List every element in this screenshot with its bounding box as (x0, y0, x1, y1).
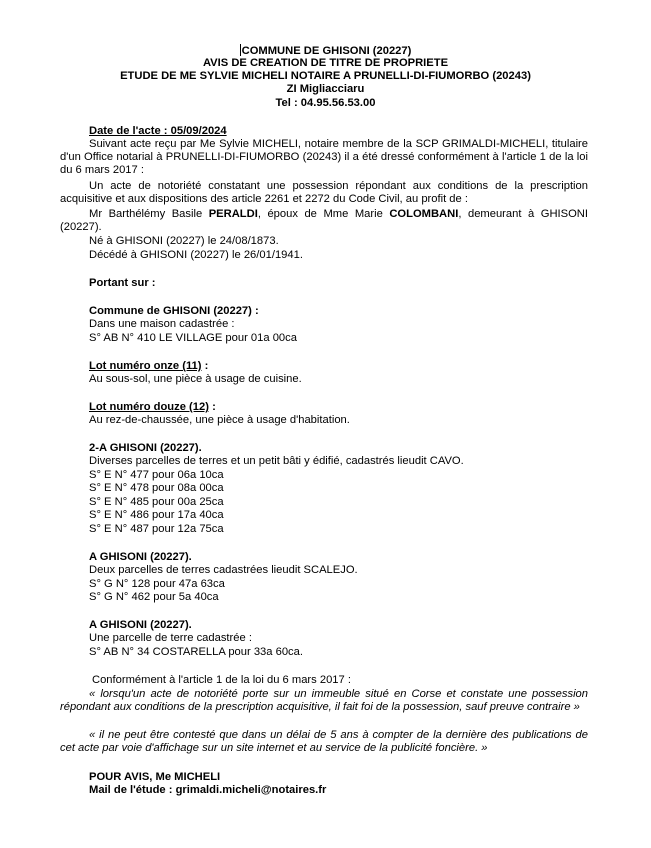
section-costarella-parcel: S° AB N° 34 COSTARELLA pour 33a 60ca. (89, 646, 303, 658)
section-2a-title: 2-A GHISONI (20227). (89, 442, 202, 454)
beneficiary-surname: PERALDI (208, 208, 258, 220)
lot-11-title (89, 360, 208, 373)
act-died: Décédé à GHISONI (20227) le 26/01/1941. (89, 249, 303, 261)
header-avis: AVIS DE CREATION DE TITRE DE PROPRIETE (202, 57, 449, 69)
section-costarella-title: A GHISONI (20227). (89, 619, 192, 631)
quote-1: « lorsqu'un acte de notoriété porte sur un immeuble situé en Corse et constate une possession répondant aux conditions de la prescription acquisitive, il fait foi de la possession, sauf preuve contraire » (60, 688, 588, 713)
act-intro-1: Suivant acte reçu par Me Sylvie MICHELI, notaire membre de la SCP GRIMALDI-MICHELI, titulaire d'un Office notarial à PRUNELLI-DI-FIUMORBO (20243) il a été dressé conformément à l'article 1 de la loi du 6 mars 2017 : (60, 138, 588, 176)
quote-2: « il ne peut être contesté que dans un délai de 5 ans à compter de la dernière des publications de cet acte par voie d'affichage sur un site internet et au service de la publicité foncière. » (60, 729, 588, 754)
lot-12-desc: Au rez-de-chaussée, une pièce à usage d'habitation. (89, 414, 350, 426)
text-cursor (240, 44, 241, 56)
parcel-line: S° E N° 487 pour 12a 75ca (89, 523, 224, 535)
parcel-line: S° E N° 485 pour 00a 25ca (89, 496, 224, 508)
header-address: ZI Migliacciaru (286, 83, 365, 95)
act-beneficiary (60, 208, 588, 234)
lot-12-title-text: Lot numéro douze (12) (89, 401, 209, 413)
parcel-line: S° E N° 477 pour 06a 10ca (89, 469, 224, 481)
spouse-surname: COLOMBANI (389, 208, 459, 220)
lot-11-title-text: Lot numéro onze (11) (89, 360, 202, 372)
conformement-line: Conformément à l'article 1 de la loi du 6 mars 2017 : (92, 674, 351, 686)
commune-desc: Dans une maison cadastrée : (89, 318, 235, 330)
section-scalejo-desc: Deux parcelles de terres cadastrées lieudit SCALEJO. (89, 564, 358, 576)
pour-avis: POUR AVIS, Me MICHELI (89, 771, 221, 783)
parcel-line: S° E N° 478 pour 08a 00ca (89, 482, 224, 494)
beneficiary-prefix: Mr Barthélémy Basile (89, 208, 209, 220)
commune-parcel: S° AB N° 410 LE VILLAGE pour 01a 00ca (89, 332, 297, 344)
section-2a-desc: Diverses parcelles de terres et un petit bâti y édifié, cadastrés lieudit CAVO. (89, 455, 464, 467)
parcel-line: S° G N° 128 pour 47a 63ca (89, 578, 225, 590)
lot-11-desc: Au sous-sol, une pièce à usage de cuisine. (89, 373, 302, 385)
lot-12-colon: : (208, 401, 216, 413)
header-commune-text: COMMUNE DE GHISONI (20227) (241, 45, 412, 57)
lot-11-colon: : (201, 360, 209, 372)
section-scalejo-title: A GHISONI (20227). (89, 551, 192, 563)
section-costarella-desc: Une parcelle de terre cadastrée : (89, 632, 252, 644)
header-phone: Tel : 04.95.56.53.00 (275, 97, 376, 109)
parcel-line: S° E N° 486 pour 17a 40ca (89, 509, 224, 521)
act-date: Date de l'acte : 05/09/2024 (89, 125, 227, 137)
header-etude: ETUDE DE ME SYLVIE MICHELI NOTAIRE A PRUNELLI-DI-FIUMORBO (20243) (120, 70, 531, 82)
act-born: Né à GHISONI (20227) le 24/08/1873. (89, 235, 279, 247)
parcel-line: S° G N° 462 pour 5a 40ca (89, 591, 219, 603)
act-intro-2: Un acte de notoriété constatant une possession répondant aux conditions de la prescription acquisitive et aux dispositions des article 2261 et 2272 du Code Civil, au profit de : (60, 180, 588, 205)
portant-sur: Portant sur : (89, 277, 156, 289)
commune-title: Commune de GHISONI (20227) : (89, 305, 259, 317)
header-commune (0, 44, 651, 58)
beneficiary-mid: , époux de Mme Marie (257, 208, 390, 220)
lot-12-title (89, 401, 216, 414)
mail-etude: Mail de l'étude : grimaldi.micheli@notaires.fr (89, 784, 327, 796)
beneficiary-suffix: , demeurant à GHISONI (20227). (60, 208, 588, 233)
